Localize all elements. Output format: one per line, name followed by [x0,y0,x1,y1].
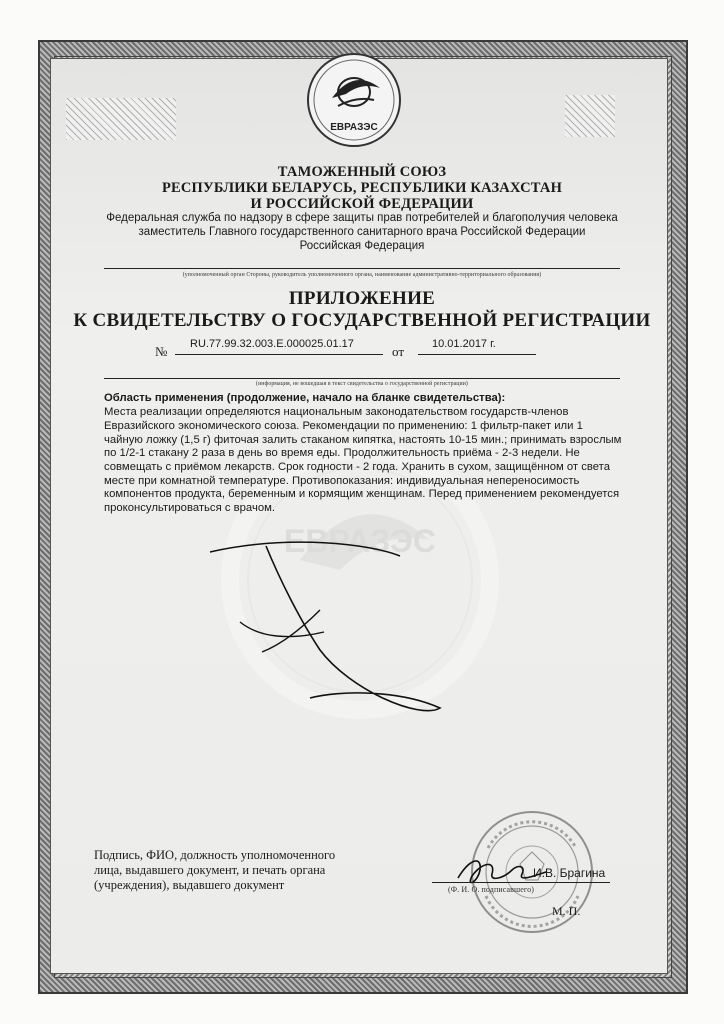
signature-label-line: лица, выдавшего документ, и печать органа [94,863,326,877]
number-underline [175,354,383,355]
registration-number: RU.77.99.32.003.E.000025.01.17 [190,338,354,350]
signer-underline [432,882,610,883]
org-underline [104,268,620,269]
org-line-1: Федеральная служба по надзору в сфере защиты прав потребителей и благополучия человека [106,212,618,224]
scope-line: совмещать с приёмом лекарств. Срок годности - 2 года. Хранить в сухом, защищённом от света [104,461,611,473]
watermark-label: ЕВРАЗЭС [283,523,437,559]
info-underline [104,378,620,379]
number-label: № [155,344,168,359]
eurasec-emblem-icon [302,48,406,152]
header-line-3: И РОССИЙСКОЙ ФЕДЕРАЦИИ [250,196,474,212]
title-line-2: К СВИДЕТЕЛЬСТВУ О ГОСУДАРСТВЕННОЙ РЕГИСТРАЦИИ [73,310,651,331]
signer-name: И.В. Брагина [533,866,606,880]
info-caption: (информация, не вошедшая в текст свидетельства о государственной регистрации) [256,381,468,387]
blank-space-strike-signature [200,540,480,730]
emblem-label: ЕВРАЗЭС [330,122,378,133]
date-underline [418,354,536,355]
seal-place-label: М. П. [552,904,581,918]
scope-heading: Область применения (продолжение, начало на бланке свидетельства): [104,392,506,404]
corner-hatch-right [565,95,615,137]
scope-line: Евразийского экономического союза. Рекомендации по применению: 1 фильтр-пакет или 1 [104,420,583,432]
signature-label-line: (учреждения), выдавшего документ [94,878,285,892]
signer-caption: (Ф. И. О. подписавшего) [448,885,534,894]
scope-line: проконсультироваться с врачом. [104,502,276,514]
org-line-2: заместитель Главного государственного санитарного врача Российской Федерации [138,226,586,238]
org-caption: (уполномоченный орган Стороны, руководитель уполномоченного органа, наименование административно-территориального образования) [182,272,542,278]
scope-line: Места реализации определяются национальным законодательством государств-членов [104,406,569,418]
registration-date: 10.01.2017 г. [432,338,496,350]
title-line-1: ПРИЛОЖЕНИЕ [288,288,436,309]
header-line-1: ТАМОЖЕННЫЙ СОЮЗ [277,164,447,180]
header-line-2: РЕСПУБЛИКИ БЕЛАРУСЬ, РЕСПУБЛИКИ КАЗАХСТАН [161,180,563,196]
scope-line: по 1/2-1 стакану 2 раза в день во время еды. Продолжительность приёма - 2-3 недели. Не [104,447,580,459]
signature-label-line: Подпись, ФИО, должность уполномоченного [94,848,336,862]
org-line-3: Российская Федерация [299,240,425,252]
scope-line: чайную ложку (1,5 г) фиточая залить стаканом кипятка, настоять 10-15 мин.; принимать взрослым [104,434,622,446]
scope-line: компонентов продукта, беременным и кормящим женщинам. Перед применением рекомендуется [104,488,620,500]
scope-line: месте при комнатной температуре. Противопоказания: индивидуальная непереносимость [104,475,580,487]
corner-hatch-left [66,98,176,140]
date-label: от [392,344,405,359]
